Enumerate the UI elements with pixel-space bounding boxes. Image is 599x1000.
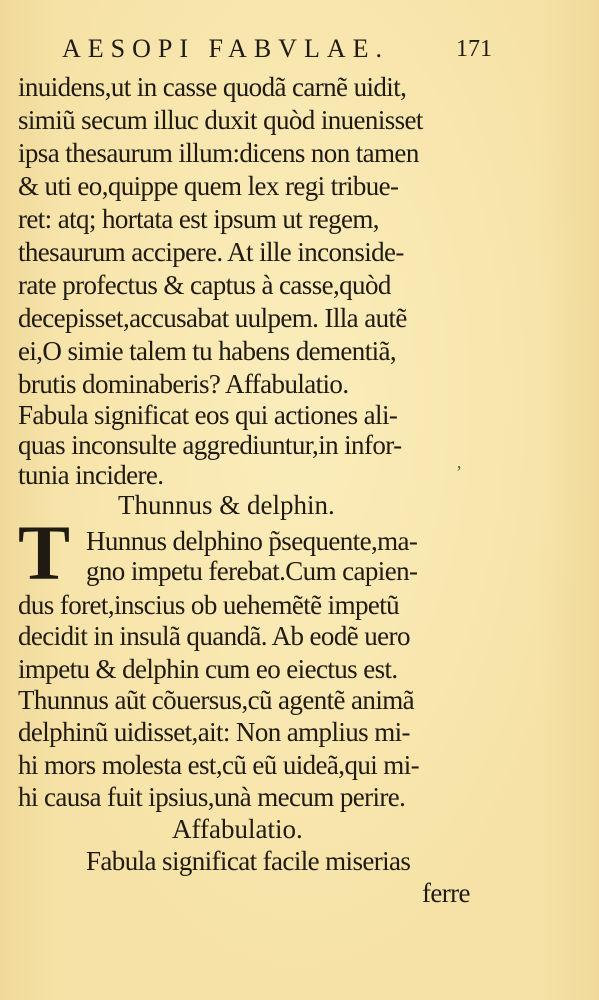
text-line: rate profectus & captus à casse,quòd: [18, 270, 391, 300]
text-line: hi mors molesta est,cũ eũ uideã,qui mi-: [18, 750, 420, 780]
running-header: [62, 34, 492, 74]
moral-line: Fabula significat facile miserias: [86, 846, 411, 876]
running-title: AESOPI FABVLAE.: [62, 34, 389, 63]
text-line: gno impetu ferebat.Cum capien-: [86, 556, 418, 586]
page-number: 171: [456, 36, 492, 62]
text-line: delphinũ uidisset,ait: Non amplius mi-: [18, 717, 410, 747]
text-line: ei,O simie talem tu habens dementiã,: [18, 336, 397, 366]
text-line: brutis dominaberis? Affabulatio.: [18, 369, 349, 399]
text-line: hi causa fuit ipsius,unà mecum perire.: [18, 782, 406, 812]
text-line: & uti eo,quippe quem lex regi tribue-: [18, 171, 399, 201]
text-line: inuidens,ut in casse quodã carnẽ uidit,: [18, 72, 407, 102]
text-line: quas inconsulte aggrediuntur,in infor-: [18, 430, 402, 460]
catchword: ferre: [422, 878, 470, 908]
text-line: Hunnus delphino p̃sequente,ma-: [86, 526, 418, 556]
text-line: simiũ secum illuc duxit quòd inuenisset: [18, 105, 423, 135]
affabulatio-heading: Affabulatio.: [172, 814, 303, 844]
drop-cap: T: [18, 509, 71, 596]
printer-mark: ’: [456, 462, 462, 482]
text-line: Fabula significat eos qui actiones ali-: [18, 400, 398, 430]
text-line: Thunnus aũt cõuersus,cũ agentẽ animã: [18, 685, 415, 715]
text-line: decepisset,accusabat uulpem. Illa autẽ: [18, 303, 407, 333]
text-line: tunia incidere.: [18, 460, 164, 490]
text-line: dus foret,inscius ob uehemẽtẽ impetũ: [18, 590, 400, 620]
text-line: ipsa thesaurum illum:dicens non tamen: [18, 138, 419, 168]
text-line: thesaurum accipere. At ille inconside-: [18, 237, 404, 267]
text-line: ret: atq; hortata est ipsum ut regem,: [18, 204, 379, 234]
text-line: impetu & delphin cum eo eiectus est.: [18, 654, 398, 684]
fable-title: Thunnus & delphin.: [118, 490, 335, 520]
text-line: decidit in insulã quandã. Ab eodẽ uero: [18, 621, 410, 651]
